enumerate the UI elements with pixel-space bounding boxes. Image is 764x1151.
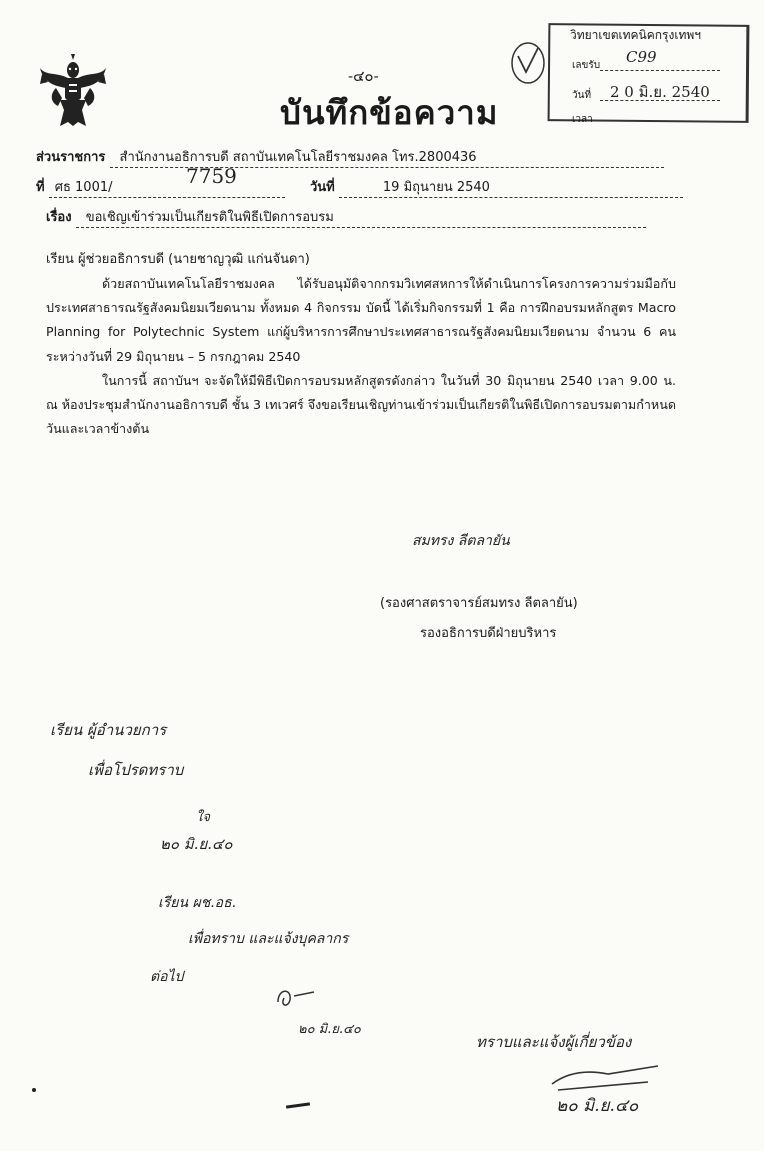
stamp-divider-1 <box>600 70 720 71</box>
annotation-line-4: ๒๐ มิ.ย.๔๐ <box>160 835 233 853</box>
date-value: 19 มิถุนายน 2540 <box>339 176 683 198</box>
stamp-divider-2 <box>600 100 720 101</box>
body-paragraph-2: ในการนี้ สถาบันฯ จะจัดให้มีพิธีเปิดการอบรมหลักสูตรดังกล่าว ในวันที่ 30 มิถุนายน 2540 เวลา 9.00 น. ณ ห้องประชุมสำนักงานอธิการบดี ชั้น 3 เทเวศร์ จึงขอเรียนเชิญท่านเข้าร่วมเป็นเกียรติในพิธีเปิดการอบรมตามกำหนด วันและเวลาข้างต้น <box>46 372 676 437</box>
stamp-time-label: เวลา <box>572 114 593 125</box>
annotation-line-6: เพื่อทราบ และแจ้งบุคลากร <box>188 931 349 947</box>
ref-label: ที่ <box>36 180 45 195</box>
dept-value: สำนักงานอธิการบดี สถาบันเทคโนโลยีราชมงคล โทร.2800436 <box>110 146 664 168</box>
handwritten-signature: สมทรง ลีตลายัน <box>412 533 510 549</box>
subject-value: ขอเชิญเข้าร่วมเป็นเกียรติในพิธีเปิดการอบรม <box>76 206 646 228</box>
ref-value: ศธ 1001/ <box>49 176 285 198</box>
annotation-line-3: ใจ <box>196 810 210 825</box>
annotation-line-8: ๒๐ มิ.ย.๔๐ <box>298 1022 361 1037</box>
annotation-initial-1 <box>274 984 318 1016</box>
garuda-emblem-icon <box>38 54 108 128</box>
page-number: -๔๐- <box>348 67 379 85</box>
ref-number: 7759 <box>186 164 237 188</box>
memo-title: บันทึกข้อความ <box>280 93 499 132</box>
ref-row <box>36 176 285 198</box>
subject-label: เรื่อง <box>46 210 72 225</box>
ink-mark <box>286 1102 310 1108</box>
stamp-org: วิทยาเขตเทคนิคกรุงเทพฯ <box>570 28 702 42</box>
date-row <box>310 176 683 198</box>
signatory-position: รองอธิการบดีฝ่ายบริหาร <box>420 626 557 641</box>
annotation-line-1: เรียน ผู้อำนวยการ <box>50 721 167 739</box>
stamp-date-value: 2 0 มิ.ย. 2540 <box>610 83 710 101</box>
annotation-line-10: ๒๐ มิ.ย.๔๐ <box>556 1096 639 1116</box>
annotation-line-9: ทราบและแจ้งผู้เกี่ยวข้อง <box>476 1033 632 1051</box>
dept-label: ส่วนราชการ <box>36 150 106 165</box>
subject-row <box>46 206 646 228</box>
annotation-line-5: เรียน ผช.อธ. <box>158 895 237 911</box>
stamp-received-label: เลขรับ <box>572 60 601 71</box>
memo-body <box>46 272 676 441</box>
ink-dot <box>32 1088 36 1092</box>
annotation-line-7: ต่อไป <box>150 969 184 985</box>
body-paragraph-1: ด้วยสถาบันเทคโนโลยีราชมงคล ได้รับอนุมัติจากกรมวิเทศสหการให้ดำเนินการโครงการความร่วมมือกับประเทศสาธารณรัฐสังคมนิยมเวียดนาม ทั้งหมด 4 กิจกรรม บัดนี้ ได้เริ่มกิจกรรมที่ 1 คือ การฝึกอบรมหลักสูตร Macro Planning for Polytechnic System แก่ผู้บริหารการศึกษาประเทศสาธารณรัฐสังคมนิยมเวียดนาม จำนวน 6 คน ระหว่างวันที่ 29 มิถุนายน – 5 กรกฎาคม 2540 <box>46 276 676 364</box>
salutation: เรียน ผู้ช่วยอธิการบดี (นายชาญวุฒิ แก่นจันดา) <box>46 252 310 267</box>
date-label: วันที่ <box>310 180 335 195</box>
stamp-date-label: วันที่ <box>572 90 592 101</box>
stamp-received-no: C99 <box>626 48 657 66</box>
dept-row <box>36 146 672 168</box>
signatory-name: (รองศาสตราจารย์สมทรง ลีตลายัน) <box>380 596 578 611</box>
annotation-line-2: เพื่อโปรดทราบ <box>88 761 184 779</box>
stamp-checkmark-icon <box>508 40 548 90</box>
